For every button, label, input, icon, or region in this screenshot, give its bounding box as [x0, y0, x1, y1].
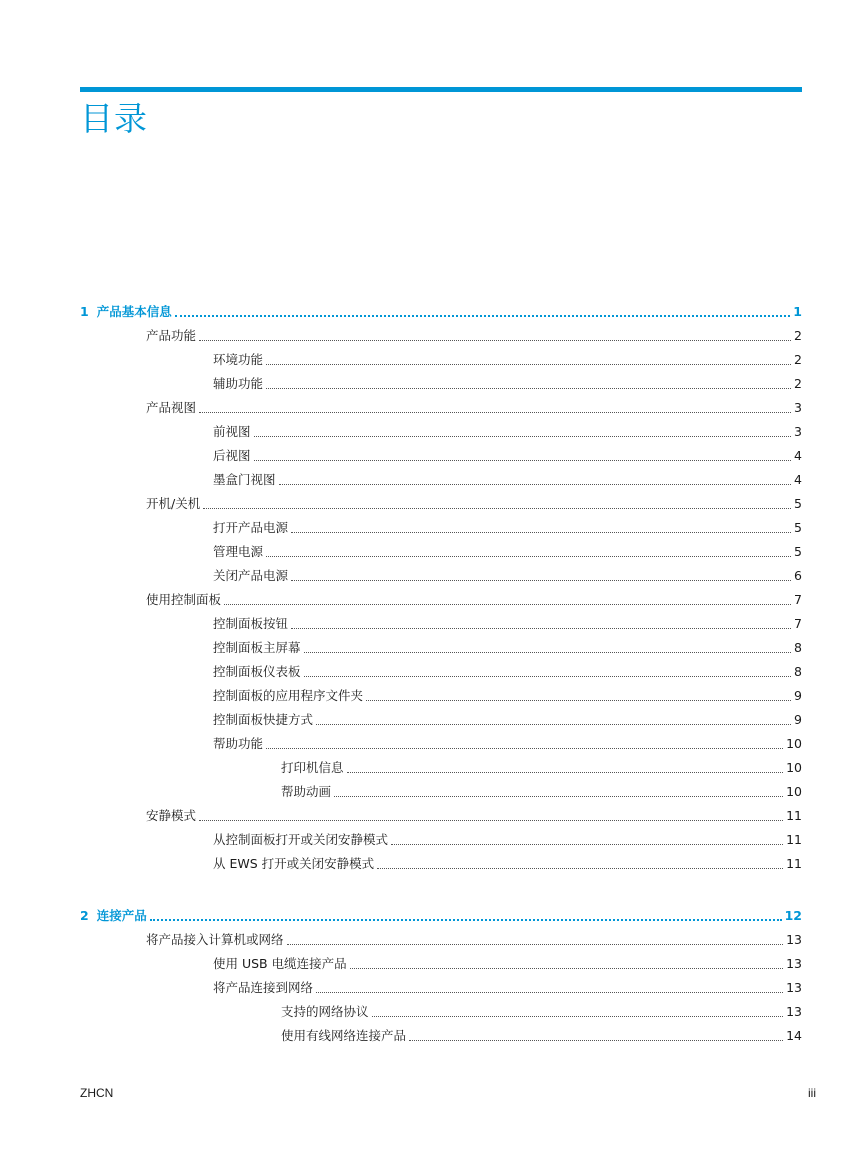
toc-entry-label: 帮助功能: [213, 736, 264, 751]
toc-entry-label: 打开产品电源: [213, 520, 289, 535]
toc-entry-label: 从控制面板打开或关闭安静模式: [213, 832, 389, 847]
toc-page-number: 10: [786, 784, 802, 799]
toc-entry[interactable]: [281, 756, 802, 776]
toc-page-number: 10: [786, 760, 802, 775]
toc-entry[interactable]: [281, 1024, 802, 1044]
toc-dot-leader: [347, 772, 784, 773]
toc-dot-leader: [175, 315, 791, 317]
toc-entry-label: 控制面板仪表板: [213, 664, 301, 679]
toc-page-number: 3: [794, 400, 802, 415]
toc-page-number: 2: [794, 376, 802, 391]
toc-dot-leader: [254, 436, 792, 437]
toc-dot-leader: [287, 944, 784, 945]
toc-entry-label: 环境功能: [213, 352, 264, 367]
toc-entry-label: 将产品连接到网络: [213, 980, 314, 995]
toc-entry-label: 后视图: [213, 448, 251, 463]
toc-entry[interactable]: [213, 852, 802, 872]
toc-dot-leader: [316, 724, 791, 725]
toc-dot-leader: [409, 1040, 783, 1041]
toc-dot-leader: [366, 700, 791, 701]
toc-page-number: 12: [784, 908, 802, 923]
toc-dot-leader: [203, 508, 791, 509]
toc-entry-label: 将产品接入计算机或网络: [146, 932, 284, 947]
toc-entry[interactable]: [146, 928, 802, 948]
toc-page-number: 2: [794, 328, 802, 343]
toc-entry[interactable]: [213, 636, 802, 656]
toc-dot-leader: [266, 748, 783, 749]
toc-entry[interactable]: [213, 372, 802, 392]
toc-dot-leader: [266, 364, 791, 365]
toc-entry-label: 打印机信息: [281, 760, 344, 775]
toc-dot-leader: [266, 388, 791, 389]
toc-entry-label: 使用有线网络连接产品: [281, 1028, 407, 1043]
toc-page-number: 11: [786, 856, 802, 871]
toc-page-number: 5: [794, 496, 802, 511]
toc-entry[interactable]: [213, 516, 802, 536]
toc-entry-label: 辅助功能: [213, 376, 264, 391]
toc-dot-leader: [372, 1016, 784, 1017]
toc-dot-leader: [150, 919, 782, 921]
toc-page-number: 5: [794, 520, 802, 535]
toc-entry[interactable]: [213, 612, 802, 632]
toc-page-number: 11: [786, 832, 802, 847]
toc-page-number: 13: [786, 932, 802, 947]
toc-page-number: 13: [786, 980, 802, 995]
toc-dot-leader: [334, 796, 783, 797]
toc-dot-leader: [199, 412, 791, 413]
toc-page-number: 9: [794, 688, 802, 703]
toc-entry[interactable]: [213, 420, 802, 440]
toc-entry-label: 管理电源: [213, 544, 264, 559]
toc-page-number: 7: [794, 592, 802, 607]
toc-page-number: 7: [794, 616, 802, 631]
toc-entry[interactable]: [213, 828, 802, 848]
toc-dot-leader: [224, 604, 791, 605]
toc-entry-label: 使用控制面板: [146, 592, 222, 607]
toc-entry-label: 前视图: [213, 424, 251, 439]
toc-entry[interactable]: [146, 588, 802, 608]
toc-entry-label: 开机/关机: [146, 496, 201, 511]
toc-page-number: 2: [794, 352, 802, 367]
toc-dot-leader: [391, 844, 783, 845]
toc-entry-label: 控制面板按钮: [213, 616, 289, 631]
toc-entry-label: 帮助动画: [281, 784, 332, 799]
toc-entry-label: 墨盒门视图: [213, 472, 276, 487]
toc-entry[interactable]: [213, 468, 802, 488]
toc-entry-label: 连接产品: [96, 908, 147, 923]
toc-entry-label: 控制面板主屏幕: [213, 640, 301, 655]
toc-dot-leader: [304, 676, 792, 677]
toc-entry[interactable]: [213, 952, 802, 972]
toc-entry[interactable]: [146, 804, 802, 824]
toc-entry[interactable]: [281, 1000, 802, 1020]
toc-page-number: 8: [794, 664, 802, 679]
toc-page-number: 13: [786, 1004, 802, 1019]
toc-dot-leader: [291, 628, 791, 629]
toc-page-number: 4: [794, 472, 802, 487]
toc-entry[interactable]: [213, 564, 802, 584]
toc-dot-leader: [279, 484, 792, 485]
toc-page-number: 4: [794, 448, 802, 463]
toc-page-number: 6: [794, 568, 802, 583]
toc-entry[interactable]: [213, 684, 802, 704]
footer-page-number: iii: [808, 1086, 816, 1100]
footer-locale: ZHCN: [80, 1086, 114, 1100]
toc-page-number: 11: [786, 808, 802, 823]
toc-entry[interactable]: [281, 780, 802, 800]
toc-page-number: 5: [794, 544, 802, 559]
toc-dot-leader: [254, 460, 792, 461]
toc-entry-label: 产品视图: [146, 400, 197, 415]
toc-entry-label: 从 EWS 打开或关闭安静模式: [213, 856, 375, 871]
toc-dot-leader: [316, 992, 783, 993]
toc-page-number: 8: [794, 640, 802, 655]
toc-dot-leader: [291, 532, 791, 533]
toc-page-number: 9: [794, 712, 802, 727]
toc-entry-label: 支持的网络协议: [281, 1004, 369, 1019]
toc-dot-leader: [291, 580, 791, 581]
toc-dot-leader: [266, 556, 791, 557]
toc-chapter-entry[interactable]: [80, 300, 802, 320]
toc-dot-leader: [304, 652, 792, 653]
toc-entry[interactable]: [213, 732, 802, 752]
toc-entry[interactable]: [146, 396, 802, 416]
toc-entry-label: 产品功能: [146, 328, 197, 343]
toc-entry[interactable]: [213, 660, 802, 680]
toc-entry[interactable]: [213, 976, 802, 996]
toc-dot-leader: [350, 968, 783, 969]
toc-entry[interactable]: [213, 348, 802, 368]
toc-page-number: 10: [786, 736, 802, 751]
toc-chapter-entry[interactable]: [80, 904, 802, 924]
toc-chapter-number: 2: [80, 908, 89, 923]
toc-entry-label: 控制面板的应用程序文件夹: [213, 688, 364, 703]
toc-chapter-number: 1: [80, 304, 89, 319]
toc-dot-leader: [199, 820, 783, 821]
toc-page-number: 14: [786, 1028, 802, 1043]
toc-entry[interactable]: [146, 324, 802, 344]
toc-entry-label: 使用 USB 电缆连接产品: [213, 956, 347, 971]
toc-entry-label: 关闭产品电源: [213, 568, 289, 583]
page-title: 目录: [80, 99, 148, 138]
toc-entry-label: 产品基本信息: [96, 304, 172, 319]
toc-entry[interactable]: [146, 492, 802, 512]
toc-entry-label: 控制面板快捷方式: [213, 712, 314, 727]
toc-page-number: 3: [794, 424, 802, 439]
toc-page-number: 1: [793, 304, 802, 319]
toc-dot-leader: [377, 868, 783, 869]
toc-entry[interactable]: [213, 444, 802, 464]
toc-entry[interactable]: [213, 708, 802, 728]
toc-entry-label: 安静模式: [146, 808, 197, 823]
toc-dot-leader: [199, 340, 791, 341]
toc-entry[interactable]: [213, 540, 802, 560]
toc-page-number: 13: [786, 956, 802, 971]
